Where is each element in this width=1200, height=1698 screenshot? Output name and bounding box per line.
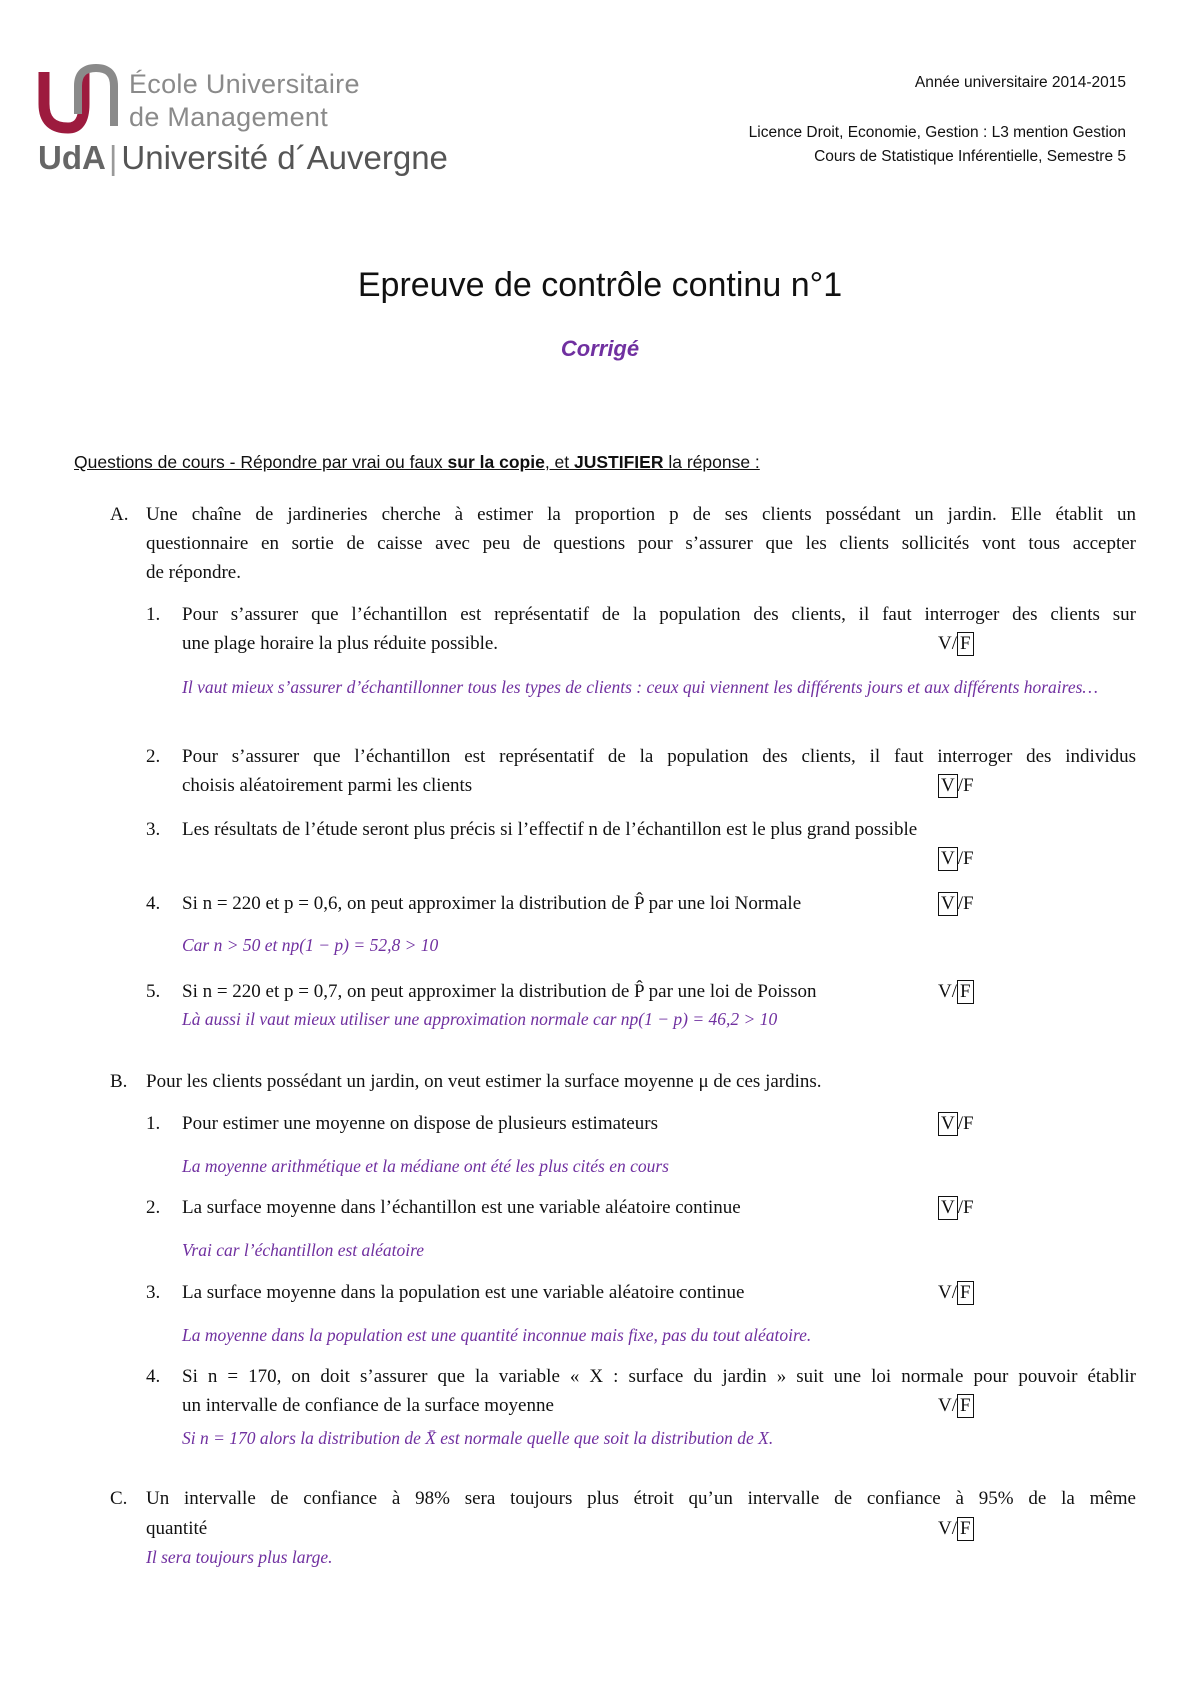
choice-true-circled: V (938, 774, 958, 798)
choice-false-circled: F (957, 1394, 974, 1418)
item-text: Si n = 170, on doit s’assurer que la variable « X : surface du jardin » suit une loi normale pour pouvoir établir (182, 1366, 1136, 1387)
section-heading-part4: JUSTIFIER (574, 452, 664, 472)
choice-false: F (963, 1113, 974, 1134)
choice-separator: / (951, 981, 958, 1002)
answer-explanation: Là aussi il vaut mieux utiliser une approximation normale car np(1 − p) = 46,2 > 10 (182, 1009, 778, 1029)
school-name-line1: École Universitaire (129, 69, 360, 99)
item-text: un intervalle de confiance de la surface moyenne (182, 1395, 554, 1416)
item-number: 3. (146, 819, 161, 840)
choice-false: F (963, 848, 974, 869)
university-fullname: Université d´Auvergne (121, 139, 448, 176)
choice-false-circled: F (957, 1517, 974, 1541)
answer-explanation: Car n > 50 et np(1 − p) = 52,8 > 10 (182, 935, 439, 955)
section-heading-part1: Questions de cours - Répondre par vrai ou faux (74, 452, 448, 472)
true-false-choice (938, 892, 974, 916)
question-b-label: B. (110, 1071, 128, 1092)
choice-separator: / (957, 893, 964, 914)
item-number: 5. (146, 981, 161, 1002)
choice-false-circled: F (957, 1281, 974, 1305)
section-heading-part3: , et (544, 452, 574, 472)
choice-false: F (963, 1197, 974, 1218)
choice-false: F (963, 775, 974, 796)
question-a-line2: questionnaire en sortie de caisse avec peu de questions pour s’assurer que les clients sollicités vont tous accepter (146, 533, 1136, 554)
question-a-line1: Une chaîne de jardineries cherche à estimer la proportion p de ses clients possédant un jardin. Elle établit un (146, 504, 1136, 525)
choice-separator: / (951, 1395, 958, 1416)
section-heading (74, 452, 760, 473)
true-false-choice (938, 1281, 974, 1305)
item-text: Si n = 220 et p = 0,6, on peut approximer la distribution de P̂ par une loi Normale (182, 893, 802, 914)
question-c-label: C. (110, 1488, 128, 1509)
true-false-choice (938, 1196, 974, 1220)
answer-explanation: La moyenne arithmétique et la médiane ont été les plus cités en cours (182, 1156, 669, 1176)
true-false-choice (938, 1394, 974, 1418)
true-false-choice (938, 774, 974, 798)
question-b-line1: Pour les clients possédant un jardin, on veut estimer la surface moyenne μ de ces jardins. (146, 1071, 822, 1092)
item-number: 4. (146, 1366, 161, 1387)
choice-separator: / (951, 1518, 958, 1539)
choice-separator: / (951, 633, 958, 654)
question-a-label: A. (110, 504, 129, 525)
answer-explanation: La moyenne dans la population est une quantité inconnue mais fixe, pas du tout aléatoire. (182, 1325, 812, 1345)
item-text: Pour estimer une moyenne on dispose de plusieurs estimateurs (182, 1113, 658, 1134)
answer-explanation: Il vaut mieux s’assurer d’échantillonner tous les types de clients : ceux qui viennent les différents jours et aux différents horaires… (182, 677, 1098, 697)
choice-true: V (938, 981, 952, 1002)
section-heading-part2: sur la copie (447, 452, 545, 472)
choice-true: V (938, 1282, 952, 1303)
item-text: Les résultats de l’étude seront plus précis si l’effectif n de l’échantillon est le plus grand possible (182, 819, 918, 840)
school-name (129, 68, 360, 134)
question-a-line3: de répondre. (146, 562, 241, 583)
choice-separator: / (957, 1113, 964, 1134)
item-number: 4. (146, 893, 161, 914)
item-text: La surface moyenne dans l’échantillon est une variable aléatoire continue (182, 1197, 741, 1218)
choice-true: V (938, 1518, 952, 1539)
answer-explanation: Il sera toujours plus large. (146, 1547, 333, 1567)
section-heading-part5: la réponse : (663, 452, 760, 472)
page-subtitle: Corrigé (560, 336, 640, 361)
choice-separator: / (957, 848, 964, 869)
choice-true-circled: V (938, 847, 958, 871)
choice-false-circled: F (957, 632, 974, 656)
item-text: Si n = 220 et p = 0,7, on peut approximer la distribution de P̂ par une loi de Poisson (182, 981, 817, 1002)
item-text: choisis aléatoirement parmi les clients (182, 775, 473, 796)
item-text: une plage horaire la plus réduite possible. (182, 633, 499, 654)
item-number: 1. (146, 1113, 161, 1134)
choice-separator: / (957, 1197, 964, 1218)
page-title: Epreuve de contrôle continu n°1 (357, 266, 843, 304)
choice-separator: / (951, 1282, 958, 1303)
true-false-choice (938, 847, 974, 871)
true-false-choice (938, 632, 974, 656)
choice-false-circled: F (957, 980, 974, 1004)
university-logo (38, 64, 498, 184)
item-number: 1. (146, 604, 161, 625)
item-text: La surface moyenne dans la population est une variable aléatoire continue (182, 1282, 745, 1303)
true-false-choice (938, 980, 974, 1004)
item-text: Pour s’assurer que l’échantillon est représentatif de la population des clients, il faut interroger des individus (182, 746, 1136, 767)
question-c-line1: Un intervalle de confiance à 98% sera toujours plus étroit qu’un intervalle de confiance à 95% de la même (146, 1488, 1136, 1509)
item-number: 3. (146, 1282, 161, 1303)
item-number: 2. (146, 746, 161, 767)
course-line: Cours de Statistique Inférentielle, Semestre 5 (814, 148, 1126, 165)
academic-year: Année universitaire 2014-2015 (914, 74, 1126, 91)
uda-logo-mark-icon (38, 64, 118, 134)
school-name-line2: de Management (129, 102, 329, 132)
university-name: UdA| Université d´Auvergne (38, 139, 448, 176)
choice-true-circled: V (938, 1196, 958, 1220)
choice-true: V (938, 1395, 952, 1416)
choice-separator: / (957, 775, 964, 796)
item-number: 2. (146, 1197, 161, 1218)
true-false-choice (938, 1517, 974, 1541)
choice-true-circled: V (938, 1112, 958, 1136)
choice-true-circled: V (938, 892, 958, 916)
question-c-line2: quantité (146, 1518, 208, 1539)
item-text: Pour s’assurer que l’échantillon est représentatif de la population des clients, il faut interroger des clients sur (182, 604, 1136, 625)
program-line: Licence Droit, Economie, Gestion : L3 mention Gestion (748, 124, 1126, 141)
choice-false: F (963, 893, 974, 914)
answer-explanation: Vrai car l’échantillon est aléatoire (182, 1240, 425, 1260)
true-false-choice (938, 1112, 974, 1136)
answer-explanation: Si n = 170 alors la distribution de X̄ est normale quelle que soit la distribution de X. (182, 1428, 774, 1448)
choice-true: V (938, 633, 952, 654)
university-abbr: UdA (38, 139, 106, 176)
